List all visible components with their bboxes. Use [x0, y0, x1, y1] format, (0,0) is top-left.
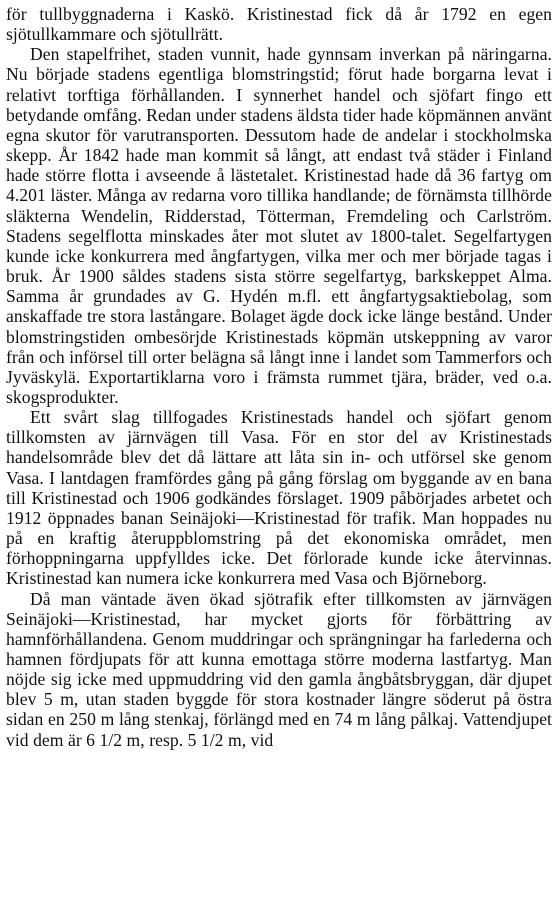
paragraph-1-continuation: för tullbyggnaderna i Kaskö. Kristinestad fick då år 1792 en egen sjötullkammare och sjötullrätt. [6, 4, 552, 45]
document-page [6, 4, 552, 750]
paragraph-2-stapelfrihet: Den stapelfrihet, staden vunnit, hade gynnsam inverkan på näringarna. Nu började stadens egentliga blomstringstid; förut hade borgarna levat i relativt torftiga förhållanden. I synnerhet handel och sjöfart fingo ett betydande omfång. Redan under stadens äldsta tider hade köpmännen använt egna skutor för varutransporten. Dessutom hade de andelar i stockholmska skepp. År 1842 hade man kommit så långt, att endast två städer i Finland hade större flotta i avseende å lästetalet. Kristinestad hade då 36 fartyg om 4.201 läster. Många av redarna voro tillika handlande; de förnämsta tillhörde släkterna Wendelin, Ridderstad, Tötterman, Fremdeling och Carlström. Stadens segelflotta minskades åter mot slutet av 1800-talet. Segelfartygen kunde icke konkurrera med ångfartygen, vilka mer och mer började tagas i bruk. År 1900 såldes stadens sista större segelfartyg, barkskeppet Alma. Samma år grundades av G. Hydén m.fl. ett ångfartygsaktiebolag, som anskaffade tre stora lastångare. Bolaget ägde dock icke länge bestånd. Under blomstringstiden ombesörjde Kristinestads köpmän utskeppning av varor från och införsel till orter belägna så långt inne i landet som Tammerfors och Jyväskylä. Exportartiklarna voro i främsta rummet tjära, bräder, ved o.a. skogsprodukter. [6, 44, 552, 407]
paragraph-4-hamnforhallanden: Då man väntade även ökad sjötrafik efter tillkomsten av järnvägen Seinäjoki—Kristinestad, har mycket gjorts för förbättring av hamnförhållandena. Genom muddringar och sprängningar ha farlederna och hamnen fördjupats för att kunna emottaga större moderna lastfartyg. Man nöjde sig icke med uppmuddring vid den gamla ångbåtsbryggan, där djupet blev 5 m, utan staden byggde för stora kostnader längre söderut på östra sidan en 250 m lång stenkaj, förlängd med en 74 m lång pålkaj. Vattendjupet vid dem är 6 1/2 m, resp. 5 1/2 m, vid [6, 588, 552, 750]
paragraph-3-jarnvagen: Ett svårt slag tillfogades Kristinestads handel och sjöfart genom tillkomsten av järnvägen till Vasa. För en stor del av Kristinestads handelsområde blev det då lättare att låta sin in- och utförsel ske genom Vasa. I lantdagen framfördes gång på gång förslag om byggande av en bana till Kristinestad och 1906 godkändes förslaget. 1909 påbörjades arbetet och 1912 öppnades banan Seinäjoki—Kristinestad för trafik. Man hoppades nu på en kraftig återuppblomstring på det ekonomiska området, men förhoppningarna uppfylldes icke. Det förlorade kunde icke återvinnas. Kristinestad kan numera icke konkurrera med Vasa och Björneborg. [6, 407, 552, 589]
